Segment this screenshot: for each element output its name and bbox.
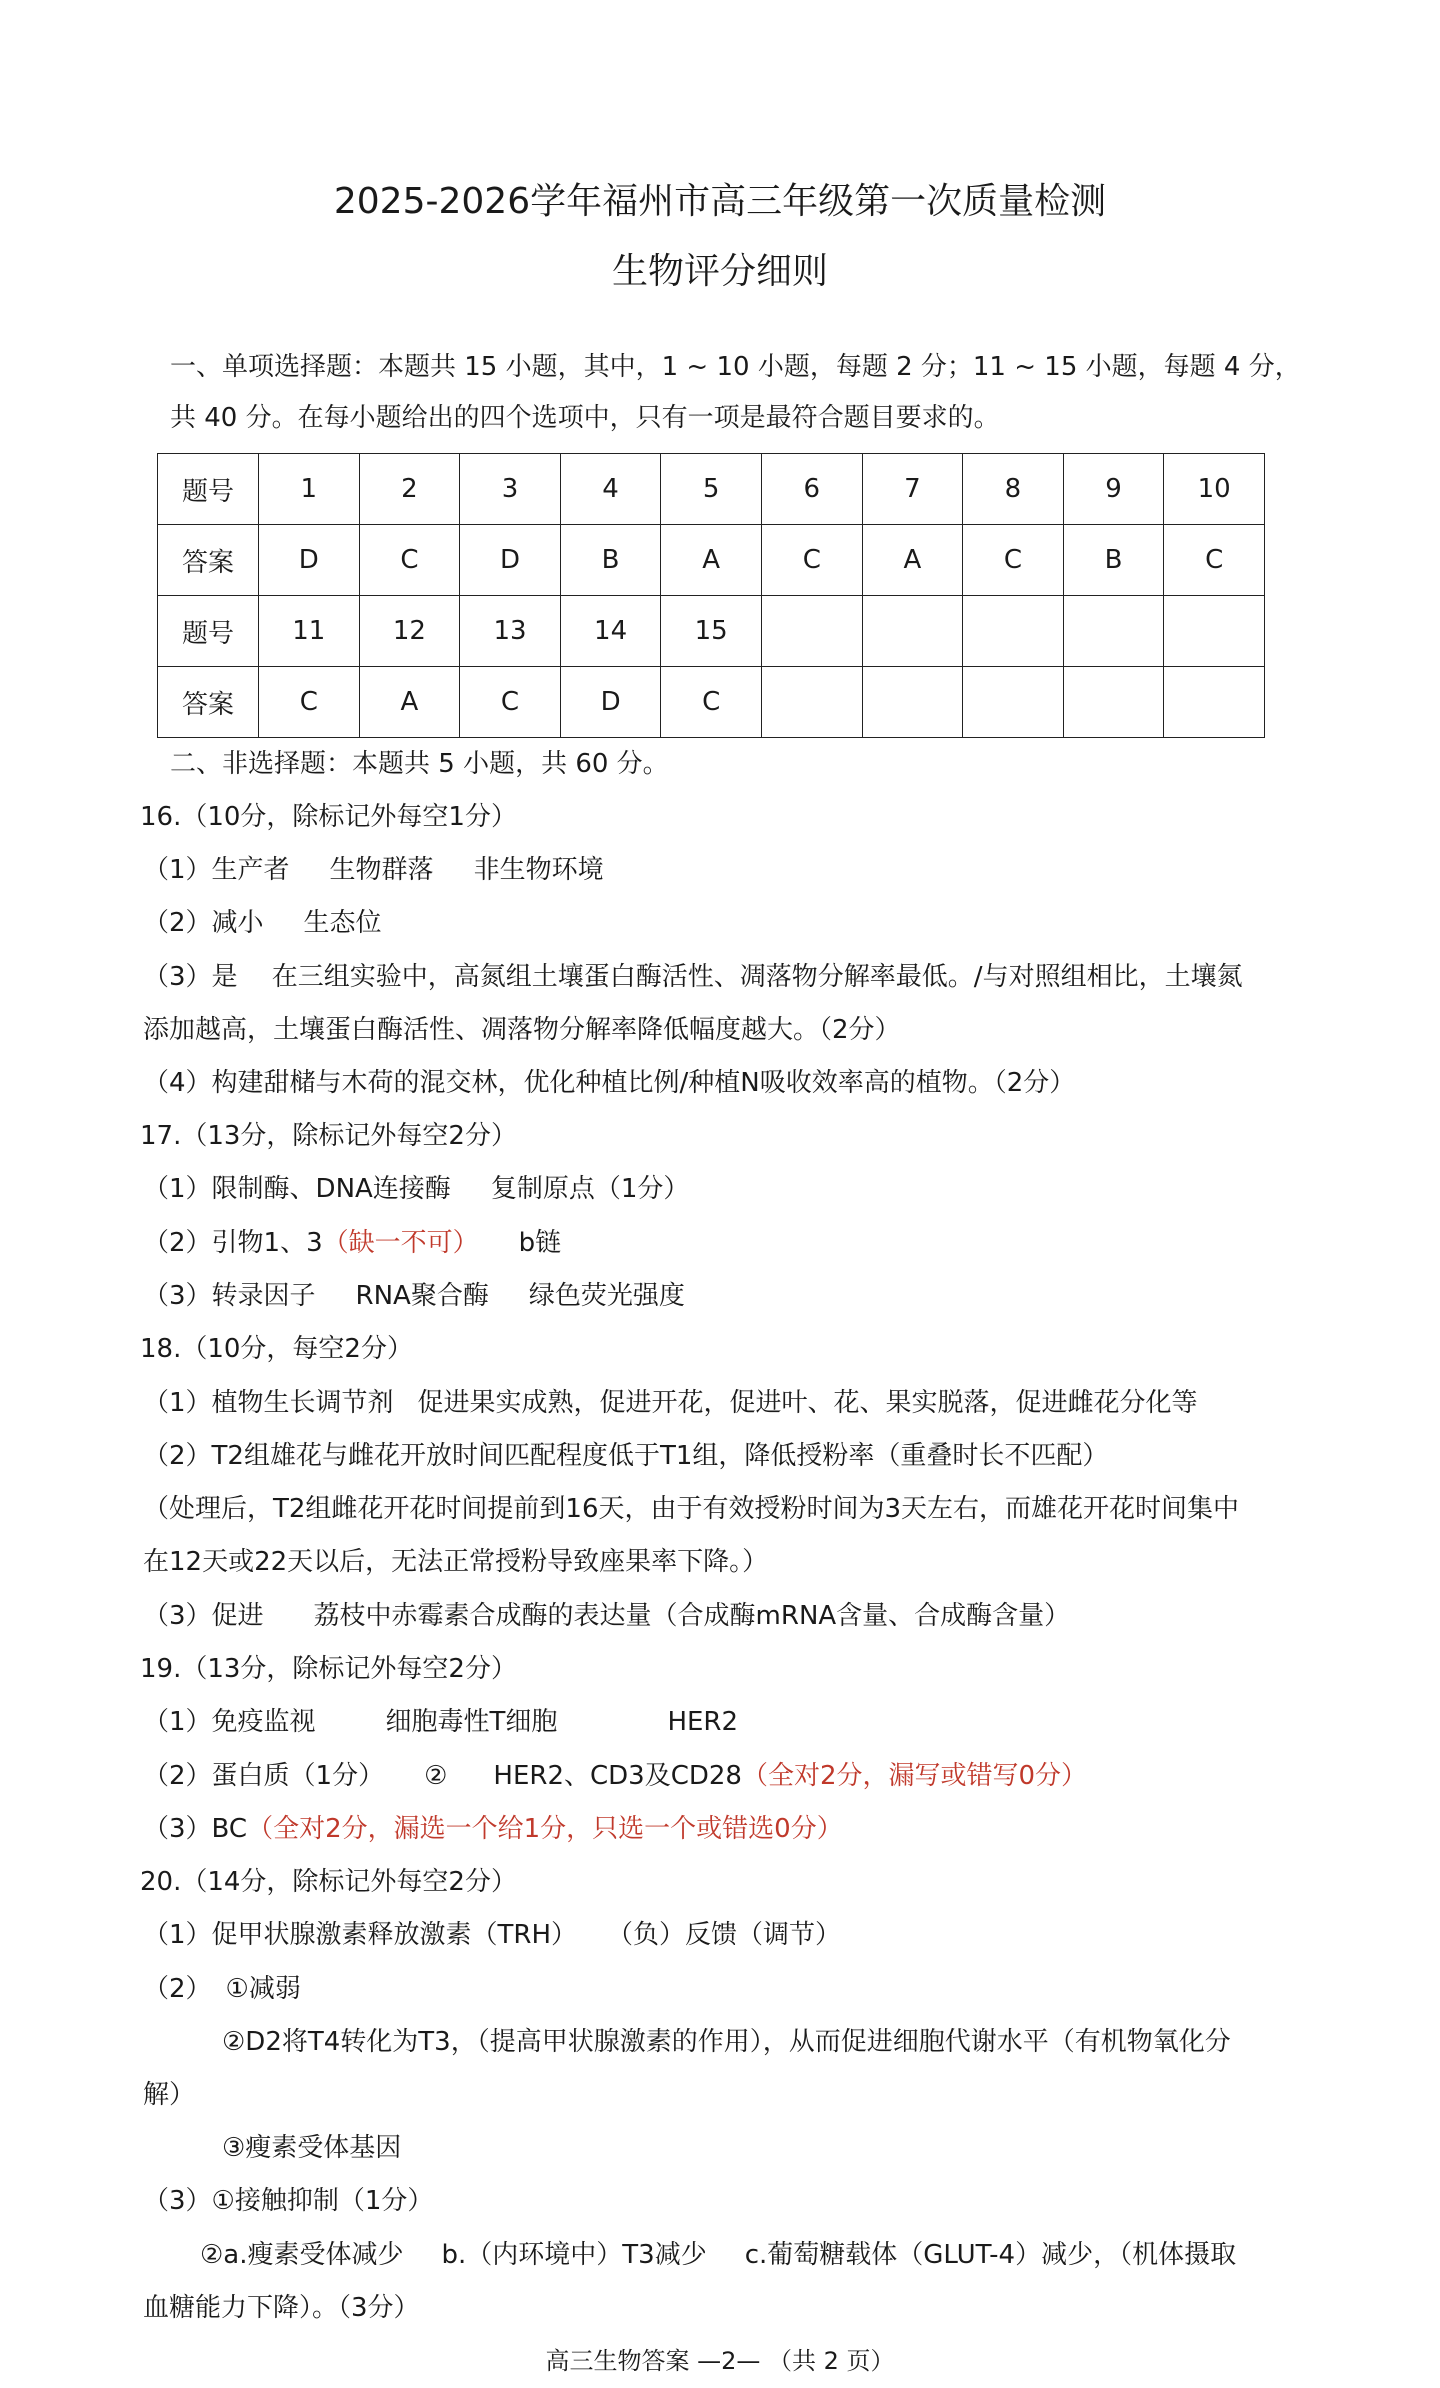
table-cell: 15 [661, 596, 762, 667]
q19-heading: 19.（13分，除标记外每空2分） [140, 1654, 517, 1684]
q20-2-i: ①减弱 [225, 1974, 301, 2004]
table-row-questions-2 [158, 596, 1265, 667]
table-cell: C [761, 525, 862, 596]
q17-1-b: 复制原点（1分） [490, 1174, 690, 1204]
q16-2-b: 生态位 [303, 908, 382, 938]
table-cell: 6 [761, 454, 862, 525]
q16-answer-2 [143, 906, 382, 940]
q20-answer-2-iii: ③瘦素受体基因 [222, 2133, 402, 2163]
q17-3-b: RNA聚合酶 [355, 1281, 489, 1311]
q16-2-a: （2）减小 [143, 908, 264, 938]
part2-intro: 二、非选择题：本题共 5 小题，共 60 分。 [170, 749, 669, 779]
q19-answer-3 [143, 1812, 843, 1846]
table-row-answers-1 [158, 525, 1265, 596]
table-cell [1164, 667, 1265, 738]
answer-label: 答案 [158, 667, 259, 738]
q17-3-a: （3）转录因子 [143, 1281, 316, 1311]
q20-answer-1 [143, 1918, 841, 1952]
table-cell: 1 [259, 454, 360, 525]
q19-1-b: 细胞毒性T细胞 [385, 1707, 558, 1737]
q17-2-note: （缺一不可） [322, 1228, 479, 1258]
table-row-questions-1 [158, 454, 1265, 525]
table-cell [1063, 596, 1164, 667]
q18-answer-3 [143, 1599, 1070, 1633]
q18-answer-2-note-line2: 在12天或22天以后，无法正常授粉导致座果率下降。） [143, 1547, 769, 1577]
q20-answer-3-ii [200, 2238, 1236, 2272]
q19-2-note: （全对2分，漏写或错写0分） [741, 1761, 1088, 1791]
table-cell: D [259, 525, 360, 596]
q20-answer-3-ii-line2: 血糖能力下降）。（3分） [143, 2293, 420, 2323]
q17-2-a: （2）引物1、3 [143, 1228, 323, 1258]
q19-2-b: ② [424, 1761, 448, 1791]
page-subtitle: 生物评分细则 [611, 251, 828, 292]
q19-1-a: （1）免疫监视 [143, 1707, 316, 1737]
q20-2-label: （2） [143, 1974, 212, 2004]
q18-3-b: 荔枝中赤霉素合成酶的表达量（合成酶mRNA含量、合成酶含量） [313, 1601, 1071, 1631]
q17-3-c: 绿色荧光强度 [528, 1281, 685, 1311]
table-cell [1164, 596, 1265, 667]
table-cell [963, 596, 1064, 667]
part1-intro-line2: 共 40 分。在每小题给出的四个选项中，只有一项是最符合题目要求的。 [170, 403, 1000, 433]
q20-3-b: b.（内环境中）T3减少 [441, 2240, 707, 2270]
q16-answer-3-line2: 添加越高，土壤蛋白酶活性、凋落物分解率降低幅度越大。（2分） [143, 1015, 901, 1045]
q18-answer-2-note-line1: （处理后，T2组雌花开花时间提前到16天，由于有效授粉时间为3天左右，而雄花开花时间集中 [143, 1494, 1240, 1524]
q20-answer-2 [143, 1972, 301, 2006]
q20-1-b: （负）反馈（调节） [607, 1920, 842, 1950]
q20-answer-3: （3）①接触抑制（1分） [143, 2186, 434, 2216]
table-cell: D [460, 525, 561, 596]
table-cell: 7 [862, 454, 963, 525]
q17-2-b: b链 [518, 1228, 562, 1258]
question-label: 题号 [158, 596, 259, 667]
table-cell: 14 [560, 596, 661, 667]
q19-1-c: HER2 [667, 1707, 739, 1737]
table-cell: 4 [560, 454, 661, 525]
answer-label: 答案 [158, 525, 259, 596]
table-cell: A [661, 525, 762, 596]
table-cell: A [359, 667, 460, 738]
part1-intro-line1: 一、单项选择题：本题共 15 小题，其中，1 ~ 10 小题，每题 2 分；11 ~ 15 小题，每题 4 分， [170, 352, 1301, 382]
table-cell: 10 [1164, 454, 1265, 525]
table-cell: 9 [1063, 454, 1164, 525]
table-cell: B [1063, 525, 1164, 596]
table-cell: B [560, 525, 661, 596]
table-cell: A [862, 525, 963, 596]
table-cell: 12 [359, 596, 460, 667]
table-cell: 3 [460, 454, 561, 525]
table-cell [761, 596, 862, 667]
q18-answer-1 [143, 1386, 1198, 1420]
table-cell [862, 667, 963, 738]
q19-answer-1 [143, 1705, 738, 1739]
q19-3-note: （全对2分，漏选一个给1分，只选一个或错选0分） [247, 1814, 843, 1844]
table-cell: C [1164, 525, 1265, 596]
q20-1-a: （1）促甲状腺激素释放激素（TRH） [143, 1920, 578, 1950]
q20-3-c: c.葡萄糖载体（GLUT-4）减少，（机体摄取 [744, 2240, 1237, 2270]
q16-1-c: 非生物环境 [473, 855, 604, 885]
q16-answer-1 [143, 853, 604, 887]
q19-2-c: HER2、CD3及CD28 [493, 1761, 742, 1791]
table-cell: C [259, 667, 360, 738]
q17-answer-2 [143, 1226, 561, 1260]
table-cell: D [560, 667, 661, 738]
table-cell: 8 [963, 454, 1064, 525]
table-cell [1063, 667, 1164, 738]
table-cell: 2 [359, 454, 460, 525]
q17-heading: 17.（13分，除标记外每空2分） [140, 1121, 517, 1151]
table-cell [963, 667, 1064, 738]
table-cell: 11 [259, 596, 360, 667]
q18-heading: 18.（10分，每空2分） [140, 1334, 413, 1364]
q18-answer-2: （2）T2组雄花与雌花开放时间匹配程度低于T1组，降低授粉率（重叠时长不匹配） [143, 1441, 1109, 1471]
table-row-answers-2 [158, 667, 1265, 738]
table-cell: C [359, 525, 460, 596]
q18-3-a: （3）促进 [143, 1601, 264, 1631]
q19-answer-2 [143, 1759, 1087, 1793]
q16-answer-4: （4）构建甜槠与木荷的混交林，优化种植比例/种植N吸收效率高的植物。（2分） [143, 1068, 1076, 1098]
q17-answer-3 [143, 1279, 685, 1313]
table-cell: 13 [460, 596, 561, 667]
q20-answer-2-ii-line1: ②D2将T4转化为T3，（提高甲状腺激素的作用），从而促进细胞代谢水平（有机物氧化分 [222, 2027, 1231, 2057]
q16-answer-3-line1: （3）是 在三组实验中，高氮组土壤蛋白酶活性、凋落物分解率最低。/与对照组相比，土壤氮 [143, 962, 1243, 992]
answer-table [157, 453, 1265, 738]
q19-2-a: （2）蛋白质（1分） [143, 1761, 385, 1791]
table-cell: 5 [661, 454, 762, 525]
q20-3-a: ②a.瘦素受体减少 [200, 2240, 404, 2270]
q19-3-a: （3）BC [143, 1814, 248, 1844]
page-footer: 高三生物答案 —2— （共 2 页） [545, 2347, 895, 2375]
table-cell [761, 667, 862, 738]
table-cell: C [661, 667, 762, 738]
q17-answer-1 [143, 1172, 689, 1206]
page-title: 2025-2026学年福州市高三年级第一次质量检测 [333, 181, 1107, 222]
q18-1-b: 促进果实成熟，促进开花，促进叶、花、果实脱落，促进雌花分化等 [417, 1388, 1198, 1418]
q17-1-a: （1）限制酶、DNA连接酶 [143, 1174, 451, 1204]
q16-heading: 16.（10分，除标记外每空1分） [140, 802, 517, 832]
q20-answer-2-ii-line2: 解） [143, 2080, 196, 2110]
q16-1-a: （1）生产者 [143, 855, 290, 885]
table-cell: C [460, 667, 561, 738]
table-cell [862, 596, 963, 667]
q16-1-b: 生物群落 [329, 855, 434, 885]
table-cell: C [963, 525, 1064, 596]
q18-1-a: （1）植物生长调节剂 [143, 1388, 394, 1418]
q20-heading: 20.（14分，除标记外每空2分） [140, 1867, 517, 1897]
question-label: 题号 [158, 454, 259, 525]
